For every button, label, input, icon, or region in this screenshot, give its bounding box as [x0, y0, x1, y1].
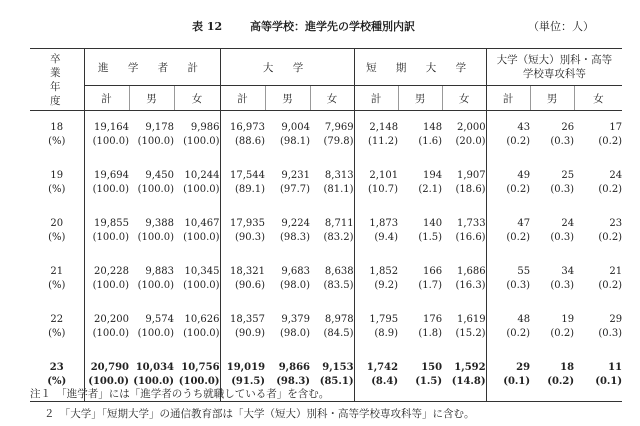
value-cell: 9,231 (97.7) [279, 170, 311, 195]
value-cell: 10,345 (100.0) [183, 266, 220, 291]
value-cell: 18 (0.2) [530, 353, 574, 402]
value-cell: 24 (0.2) [598, 170, 623, 195]
value-cell: 47 (0.2) [486, 209, 530, 257]
value-cell: 17,544 (89.1) [220, 161, 265, 209]
value-cell: 20,790 (100.0) [84, 353, 129, 402]
value-cell: 8,711 (83.2) [323, 218, 354, 243]
data-table [30, 48, 622, 402]
value-cell: 16,973 (88.6) [220, 111, 265, 162]
value-cell: 48 (0.2) [486, 305, 530, 353]
year-cell: 18 (%) [30, 111, 84, 162]
value-cell: 9,379 (98.0) [279, 314, 311, 339]
value-cell: 9,883 (100.0) [137, 266, 174, 291]
header-row-groups [30, 49, 622, 86]
value-cell: 17,935 (90.3) [220, 209, 265, 257]
value-cell: 24 (0.3) [550, 218, 575, 243]
value-cell: 23 (0.2) [598, 218, 623, 243]
value-cell: 7,969 (79.8) [323, 122, 354, 147]
value-cell: 1,873 (9.4) [354, 209, 398, 257]
value-cell: 1,907 (18.6) [455, 170, 486, 195]
value-cell: 26 (0.3) [550, 122, 575, 147]
value-cell: 29 (0.1) [486, 353, 530, 402]
table-row [30, 161, 622, 209]
value-cell: 8,978 (84.5) [323, 314, 354, 339]
table-row [30, 305, 622, 353]
value-cell: 2,148 (11.2) [354, 111, 398, 162]
value-cell: 19,019 (91.5) [220, 353, 265, 402]
sub-header-female: 女 [442, 86, 486, 111]
value-cell: 20,200 (100.0) [84, 305, 129, 353]
value-cell: 2,000 (20.0) [455, 122, 486, 147]
value-cell: 1,733 (16.6) [455, 218, 486, 243]
group-header-total: 進 学 者 計 [84, 49, 220, 86]
value-cell: 19,164 (100.0) [84, 111, 129, 162]
sub-header-male: 男 [129, 86, 174, 111]
value-cell: 140 (1.5) [418, 218, 443, 243]
value-cell: 8,638 (83.5) [323, 266, 354, 291]
value-cell: 9,866 (98.3) [265, 353, 310, 402]
unit-label: （単位：人） [528, 20, 594, 33]
value-cell: 9,178 (100.0) [137, 122, 174, 147]
value-cell: 9,450 (100.0) [137, 170, 174, 195]
sub-header-female: 女 [310, 86, 354, 111]
value-cell: 9,574 (100.0) [137, 314, 174, 339]
value-cell: 150 (1.5) [398, 353, 442, 402]
value-cell: 9,153 (85.1) [310, 353, 354, 402]
value-cell: 19,855 (100.0) [84, 209, 129, 257]
value-cell: 17 (0.2) [598, 122, 623, 147]
value-cell: 55 (0.3) [486, 257, 530, 305]
table-row [30, 111, 622, 162]
sub-header-total: 計 [220, 86, 265, 111]
table-number: 表 12 [192, 20, 223, 33]
value-cell: 19,694 (100.0) [84, 161, 129, 209]
sub-header-male: 男 [265, 86, 310, 111]
sub-header-total: 計 [486, 86, 530, 111]
group-header-other: 大学（短大）別科・高等学校専攻科等 [486, 49, 622, 86]
value-cell: 18,321 (90.6) [220, 257, 265, 305]
sub-header-female: 女 [574, 86, 622, 111]
value-cell: 20,228 (100.0) [84, 257, 129, 305]
value-cell: 9,224 (98.3) [279, 218, 311, 243]
sub-header-male: 男 [530, 86, 574, 111]
value-cell: 10,034 (100.0) [129, 353, 174, 402]
value-cell: 10,244 (100.0) [183, 170, 220, 195]
notes [30, 384, 630, 424]
table-row [30, 257, 622, 305]
year-cell: 20 (%) [30, 209, 84, 257]
value-cell: 34 (0.3) [550, 266, 575, 291]
table-heading: 高等学校：進学先の学校種別内訳 [250, 20, 415, 33]
value-cell: 1,852 (9.2) [354, 257, 398, 305]
header-row-sub [30, 86, 622, 111]
value-cell: 1,795 (8.9) [354, 305, 398, 353]
value-cell: 9,388 (100.0) [137, 218, 174, 243]
group-header-junior-college: 短 期 大 学 [354, 49, 486, 86]
value-cell: 18,357 (90.9) [220, 305, 265, 353]
value-cell: 148 (1.6) [418, 122, 443, 147]
year-header: 卒 業 年 度 [30, 49, 84, 111]
value-cell: 10,626 (100.0) [183, 314, 220, 339]
group-header-university: 大 学 [220, 49, 354, 86]
year-cell: 23 (%) [30, 353, 84, 402]
sub-header-female: 女 [174, 86, 220, 111]
value-cell: 10,756 (100.0) [174, 353, 220, 402]
sub-header-male: 男 [398, 86, 442, 111]
value-cell: 43 (0.2) [486, 111, 530, 162]
year-cell: 19 (%) [30, 161, 84, 209]
value-cell: 21 (0.2) [598, 266, 623, 291]
note-2: ２ 「大学」「短期大学」の通信教育部は「大学（短大）別科・高等学校専攻科等」に含む。 [44, 408, 475, 420]
value-cell: 9,004 (98.1) [279, 122, 311, 147]
value-cell: 10,467 (100.0) [183, 218, 220, 243]
year-cell: 22 (%) [30, 305, 84, 353]
value-cell: 8,313 (81.1) [323, 170, 354, 195]
value-cell: 166 (1.7) [418, 266, 443, 291]
value-cell: 11 (0.1) [574, 353, 622, 402]
table-title [0, 18, 640, 36]
value-cell: 2,101 (10.7) [354, 161, 398, 209]
value-cell: 9,683 (98.0) [279, 266, 311, 291]
year-cell: 21 (%) [30, 257, 84, 305]
value-cell: 29 (0.3) [598, 314, 623, 339]
value-cell: 1,742 (8.4) [354, 353, 398, 402]
value-cell: 25 (0.3) [550, 170, 575, 195]
value-cell: 1,619 (15.2) [455, 314, 486, 339]
value-cell: 1,686 (16.3) [455, 266, 486, 291]
sub-header-total: 計 [84, 86, 129, 111]
value-cell: 9,986 (100.0) [183, 122, 220, 147]
value-cell: 176 (1.8) [418, 314, 443, 339]
value-cell: 194 (2.1) [418, 170, 443, 195]
sub-header-total: 計 [354, 86, 398, 111]
value-cell: 19 (0.2) [550, 314, 575, 339]
note-1: 注１ 「進学者」には「進学者のうち就職している者」を含む。 [30, 388, 330, 400]
value-cell: 1,592 (14.8) [442, 353, 486, 402]
table-row [30, 209, 622, 257]
table-body [30, 111, 622, 402]
value-cell: 49 (0.2) [486, 161, 530, 209]
